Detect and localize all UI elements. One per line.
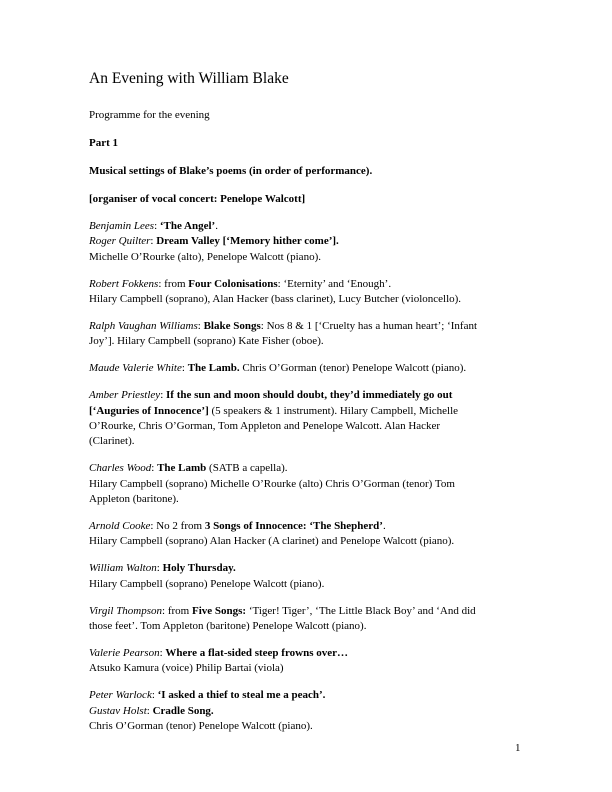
- programme-entry: [89, 219, 529, 265]
- work-title: 3 Songs of Innocence: ‘The Shepherd’: [204, 520, 383, 532]
- entry-text: Joy’]. Hilary Campbell (soprano) Kate Fisher (oboe).: [89, 335, 324, 348]
- composer-name: Arnold Cooke: [89, 520, 151, 532]
- entry-text: (5 speakers & 1 instrument). Hilary Campbell, Michelle: [208, 404, 459, 417]
- entry-text: Hilary Campbell (soprano) Alan Hacker (A clarinet) and Penelope Walcott (piano).: [89, 535, 455, 548]
- entry-text: ‘Tiger! Tiger’, ‘The Little Black Boy’ and ‘And did: [246, 604, 476, 617]
- entry-line: [89, 561, 529, 576]
- entry-line: [89, 234, 529, 249]
- entry-line: [89, 704, 529, 719]
- entry-line: [89, 492, 529, 507]
- composer-name: Gustav Holst: [89, 704, 147, 717]
- entry-line: [89, 361, 529, 376]
- entry-line: [89, 661, 529, 676]
- document-title: An Evening with William Blake: [89, 70, 289, 87]
- entry-text: :: [197, 319, 204, 332]
- entry-text: (Clarinet).: [89, 435, 135, 448]
- programme-entry: [89, 688, 529, 734]
- entry-text: :: [154, 219, 160, 232]
- work-title: ‘The Angel’: [159, 219, 216, 232]
- work-title: Five Songs:: [192, 604, 247, 617]
- entry-text: : ‘Eternity’ and ‘Enough’.: [277, 277, 392, 290]
- work-title: The Lamb.: [187, 362, 240, 375]
- entry-line: [89, 719, 529, 734]
- work-title: Four Colonisations: [188, 277, 278, 290]
- composer-name: Peter Warlock: [89, 689, 152, 702]
- entry-line: [89, 619, 529, 634]
- composer-name: Amber Priestley: [89, 389, 161, 402]
- work-title: Blake Songs: [203, 319, 261, 332]
- programme-entry: [89, 646, 529, 677]
- entry-text: :: [160, 389, 166, 402]
- entry-line: [89, 334, 529, 349]
- organiser-note: [organiser of vocal concert: Penelope Walcott]: [89, 193, 306, 205]
- entry-text: Appleton (baritone).: [89, 493, 179, 506]
- entry-text: Hilary Campbell (soprano) Penelope Walcott (piano).: [89, 577, 325, 590]
- entry-line: [89, 577, 529, 592]
- entry-text: Hilary Campbell (soprano), Alan Hacker (bass clarinet), Lucy Butcher (violoncello).: [89, 293, 462, 306]
- entry-text: :: [181, 362, 188, 375]
- entry-line: [89, 477, 529, 492]
- part-heading: Part 1: [89, 137, 119, 149]
- programme-entry: [89, 561, 529, 592]
- composer-name: Virgil Thompson: [89, 604, 163, 617]
- entry-line: [89, 250, 529, 265]
- work-title: Holy Thursday.: [162, 562, 236, 575]
- programme-entry: [89, 604, 529, 635]
- entry-text: : No 2 from: [150, 520, 205, 532]
- programme-entry: [89, 388, 529, 450]
- work-title: Cradle Song.: [152, 704, 214, 717]
- work-title: The Lamb: [157, 462, 207, 475]
- programme-entry: [89, 319, 529, 350]
- work-title: If the sun and moon should doubt, they’d immediately go out: [166, 389, 453, 402]
- entry-text: :: [146, 704, 153, 717]
- programme-entry: [89, 461, 529, 507]
- entry-line: [89, 404, 529, 419]
- entry-line: [89, 534, 529, 549]
- programme-entry: [89, 277, 529, 308]
- entry-text: Hilary Campbell (soprano) Michelle O’Rourke (alto) Chris O’Gorman (tenor) Tom: [89, 477, 455, 490]
- entry-line: [89, 688, 529, 703]
- entry-text: :: [156, 562, 163, 575]
- entry-text: Michelle O’Rourke (alto), Penelope Walcott (piano).: [89, 250, 321, 263]
- entry-line: [89, 434, 529, 449]
- entry-line: [89, 219, 529, 234]
- entry-line: [89, 319, 529, 334]
- composer-name: Valerie Pearson: [89, 646, 160, 659]
- composer-name: Roger Quilter: [89, 235, 151, 248]
- entry-text: : Nos 8 & 1 [‘Cruelty has a human heart’; ‘Infant: [260, 319, 478, 332]
- work-title: Where a flat-sided steep frowns over…: [165, 646, 348, 659]
- entry-text: : from: [162, 604, 192, 617]
- entry-text: .: [215, 219, 218, 232]
- entry-line: [89, 419, 529, 434]
- entry-line: [89, 646, 529, 661]
- page-number: 1: [515, 742, 521, 754]
- entry-line: [89, 461, 529, 476]
- entry-text: Atsuko Kamura (voice) Philip Bartai (viola): [89, 662, 284, 675]
- entry-text: :: [151, 689, 158, 702]
- entry-text: O’Rourke, Chris O’Gorman, Tom Appleton and Penelope Walcott. Alan Hacker: [89, 419, 441, 432]
- programme-entry: [89, 519, 529, 550]
- entry-text: (SATB a capella).: [206, 462, 288, 475]
- composer-name: Maude Valerie White: [89, 362, 182, 375]
- programme-list: [89, 219, 529, 735]
- entry-text: .: [382, 520, 386, 532]
- section-heading: Musical settings of Blake’s poems (in order of performance).: [89, 165, 373, 177]
- document-page: [89, 70, 529, 746]
- composer-name: Robert Fokkens: [89, 277, 159, 290]
- work-title: ‘I asked a thief to steal me a peach’.: [157, 689, 326, 702]
- programme-entry: [89, 361, 529, 376]
- work-title: [‘Auguries of Innocence’]: [89, 404, 209, 417]
- entry-line: [89, 519, 529, 534]
- entry-text: :: [150, 235, 157, 248]
- entry-line: [89, 277, 529, 292]
- entry-text: :: [151, 462, 158, 475]
- entry-text: :: [159, 646, 166, 659]
- work-title: Dream Valley [‘Memory hither come’].: [156, 235, 339, 248]
- entry-text: Chris O’Gorman (tenor) Penelope Walcott (piano).: [239, 362, 467, 375]
- entry-text: : from: [158, 277, 189, 290]
- composer-name: Benjamin Lees: [89, 219, 155, 232]
- entry-line: [89, 604, 529, 619]
- entry-text: Chris O’Gorman (tenor) Penelope Walcott (piano).: [89, 720, 313, 733]
- entry-line: [89, 292, 529, 307]
- entry-text: those feet’. Tom Appleton (baritone) Penelope Walcott (piano).: [89, 620, 367, 633]
- composer-name: William Walton: [89, 562, 157, 575]
- composer-name: Ralph Vaughan Williams: [89, 319, 198, 332]
- composer-name: Charles Wood: [89, 462, 152, 475]
- intro-text: Programme for the evening: [89, 109, 210, 121]
- entry-line: [89, 388, 529, 403]
